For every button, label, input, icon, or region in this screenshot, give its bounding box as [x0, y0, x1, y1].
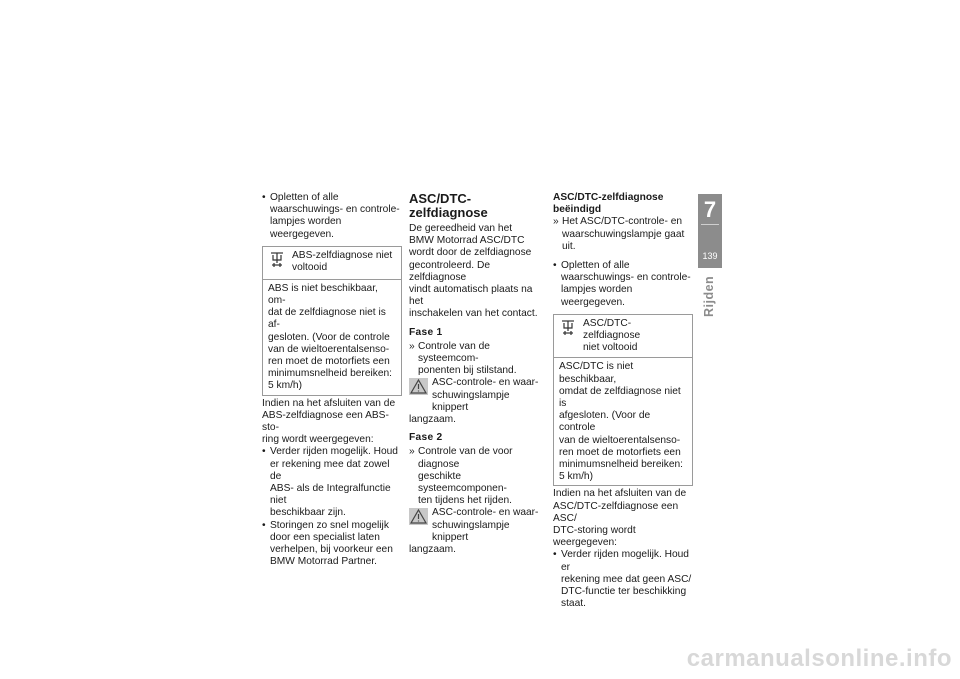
text-line: beschikbaar zijn.	[270, 507, 346, 519]
box-text-line: ASC/DTC is niet beschikbaar,	[559, 361, 634, 385]
phase-heading: Fase 1	[409, 326, 443, 338]
text-line: ASC-controle- en waar-	[432, 507, 539, 519]
motorcycle-diagnose-icon	[560, 319, 576, 355]
text-line: ABS-zelfdiagnose een ABS-sto-	[262, 409, 389, 434]
text-line: ABS- als de Integralfunctie niet	[270, 483, 391, 507]
text-line: schuwingslampje knippert	[432, 519, 510, 543]
warning-note	[409, 507, 545, 544]
text-line: • Opletten of alle	[561, 260, 630, 272]
text-line: schuwingslampje knippert	[432, 389, 510, 413]
spacer	[553, 253, 693, 260]
warning-triangle-icon	[409, 378, 428, 414]
box-text-line: van de wieltoerentalsenso-	[559, 434, 681, 446]
section-heading: beëindigd	[553, 204, 602, 216]
section-heading: ASC/DTC-zelfdiagnose	[553, 192, 664, 203]
column-2	[409, 192, 545, 556]
text-line: er rekening mee dat zowel de	[270, 458, 390, 482]
text-line: ring wordt weergegeven:	[262, 434, 374, 446]
page-number: 139	[702, 251, 718, 261]
warning-triangle-icon	[409, 508, 428, 544]
box-title-line: ASC/DTC-zelfdiagnose	[583, 317, 641, 342]
text-line: BMW Motorrad ASC/DTC	[409, 235, 525, 247]
bullet-check-lamps	[262, 192, 402, 241]
text-line: door een specialist laten	[270, 531, 380, 543]
text-line: langzaam.	[409, 414, 457, 426]
box-text-line: ABS is niet beschikbaar, om-	[268, 282, 378, 307]
box-text-line: minimumsnelheid bereiken:	[559, 459, 684, 471]
text-line: lampjes worden weergegeven.	[561, 284, 633, 308]
text-line: Indien na het afsluiten van de	[262, 397, 396, 409]
chapter-label: Rijden	[702, 275, 716, 317]
text-line: wordt door de zelfdiagnose	[409, 247, 532, 259]
asc-dtc-info-box	[553, 314, 693, 487]
text-line: waarschuwings- en controle-	[270, 204, 400, 216]
warning-note	[409, 377, 545, 414]
bullet-continue-riding	[262, 446, 402, 519]
box-text-line: ren moet de motorfiets een	[268, 356, 390, 368]
text-line: ASC/DTC-zelfdiagnose een ASC/	[553, 500, 679, 524]
box-text-line: omdat de zelfdiagnose niet is	[559, 385, 681, 410]
abs-info-box	[262, 246, 402, 396]
box-text-line: minimumsnelheid bereiken:	[268, 368, 393, 380]
box-title-line: niet voltooid	[583, 342, 638, 354]
text-line: DTC-storing wordt weergegeven:	[553, 525, 636, 549]
text-line: verhelpen, bij voorkeur een	[270, 544, 393, 556]
text-line: staat.	[561, 598, 586, 610]
text-line: ten tijdens het rijden.	[418, 495, 513, 507]
text-line: BMW Motorrad Partner.	[270, 556, 377, 568]
text-line: gecontroleerd. De zelfdiagnose	[409, 259, 490, 283]
text-line: lampjes worden weergegeven.	[270, 216, 342, 240]
bullet-check-lamps	[553, 260, 693, 309]
chapter-tab	[698, 194, 722, 268]
motorcycle-diagnose-icon	[269, 251, 285, 276]
text-line: langzaam.	[409, 544, 457, 556]
text-line: rekening mee dat geen ASC/	[561, 573, 692, 585]
box-text-line: 5 km/h)	[268, 380, 302, 392]
box-text-line: dat de zelfdiagnose niet is af-	[268, 307, 386, 331]
text-line: vindt automatisch plaats na het	[409, 284, 533, 308]
divider	[701, 224, 719, 225]
section-heading: ASC/DTC-zelfdiagnose	[409, 191, 488, 220]
column-1	[262, 192, 402, 568]
bullet-continue-riding	[553, 549, 693, 610]
text-line: waarschuwings- en controle-	[561, 272, 691, 284]
step-phase-2	[409, 446, 545, 507]
box-title-line: voltooid	[292, 262, 328, 274]
box-text-line: 5 km/h)	[559, 471, 593, 483]
text-line: De gereedheid van het	[409, 223, 513, 234]
text-line: Indien na het afsluiten van de	[553, 488, 687, 500]
text-line: » Controle van de voor diagnose	[418, 446, 513, 470]
text-line: waarschuwingslampje gaat uit.	[562, 228, 685, 252]
chapter-number: 7	[703, 197, 717, 222]
text-line: ponenten bij stilstand.	[418, 365, 517, 377]
text-line: » Controle van de systeemcom-	[418, 340, 490, 365]
text-line: » Het ASC/DTC-controle- en	[562, 216, 683, 228]
step-lamp-off	[553, 216, 693, 253]
column-3	[553, 192, 693, 611]
phase-heading: Fase 2	[409, 432, 443, 444]
text-line: geschikte systeemcomponen-	[418, 470, 507, 495]
box-title-line: ABS-zelfdiagnose niet	[292, 249, 393, 261]
box-text-line: gesloten. (Voor de controle	[268, 331, 390, 343]
text-line: DTC-functie ter beschikking	[561, 586, 687, 598]
box-text-line: ren moet de motorfiets een	[559, 446, 681, 458]
text-line: • Storingen zo snel mogelijk	[270, 519, 389, 531]
bullet-repair	[262, 520, 402, 569]
text-line: ASC-controle- en waar-	[432, 377, 539, 389]
step-phase-1	[409, 341, 545, 378]
text-line: • Verder rijden mogelijk. Houd er	[561, 549, 689, 573]
box-text-line: van de wieltoerentalsenso-	[268, 343, 390, 355]
text-line: inschakelen van het contact.	[409, 308, 538, 320]
text-line: • Opletten of alle	[270, 192, 339, 203]
text-line: • Verder rijden mogelijk. Houd	[270, 446, 398, 458]
watermark: carmanualsonline.info	[686, 645, 952, 672]
box-text-line: afgesloten. (Voor de controle	[559, 410, 651, 434]
